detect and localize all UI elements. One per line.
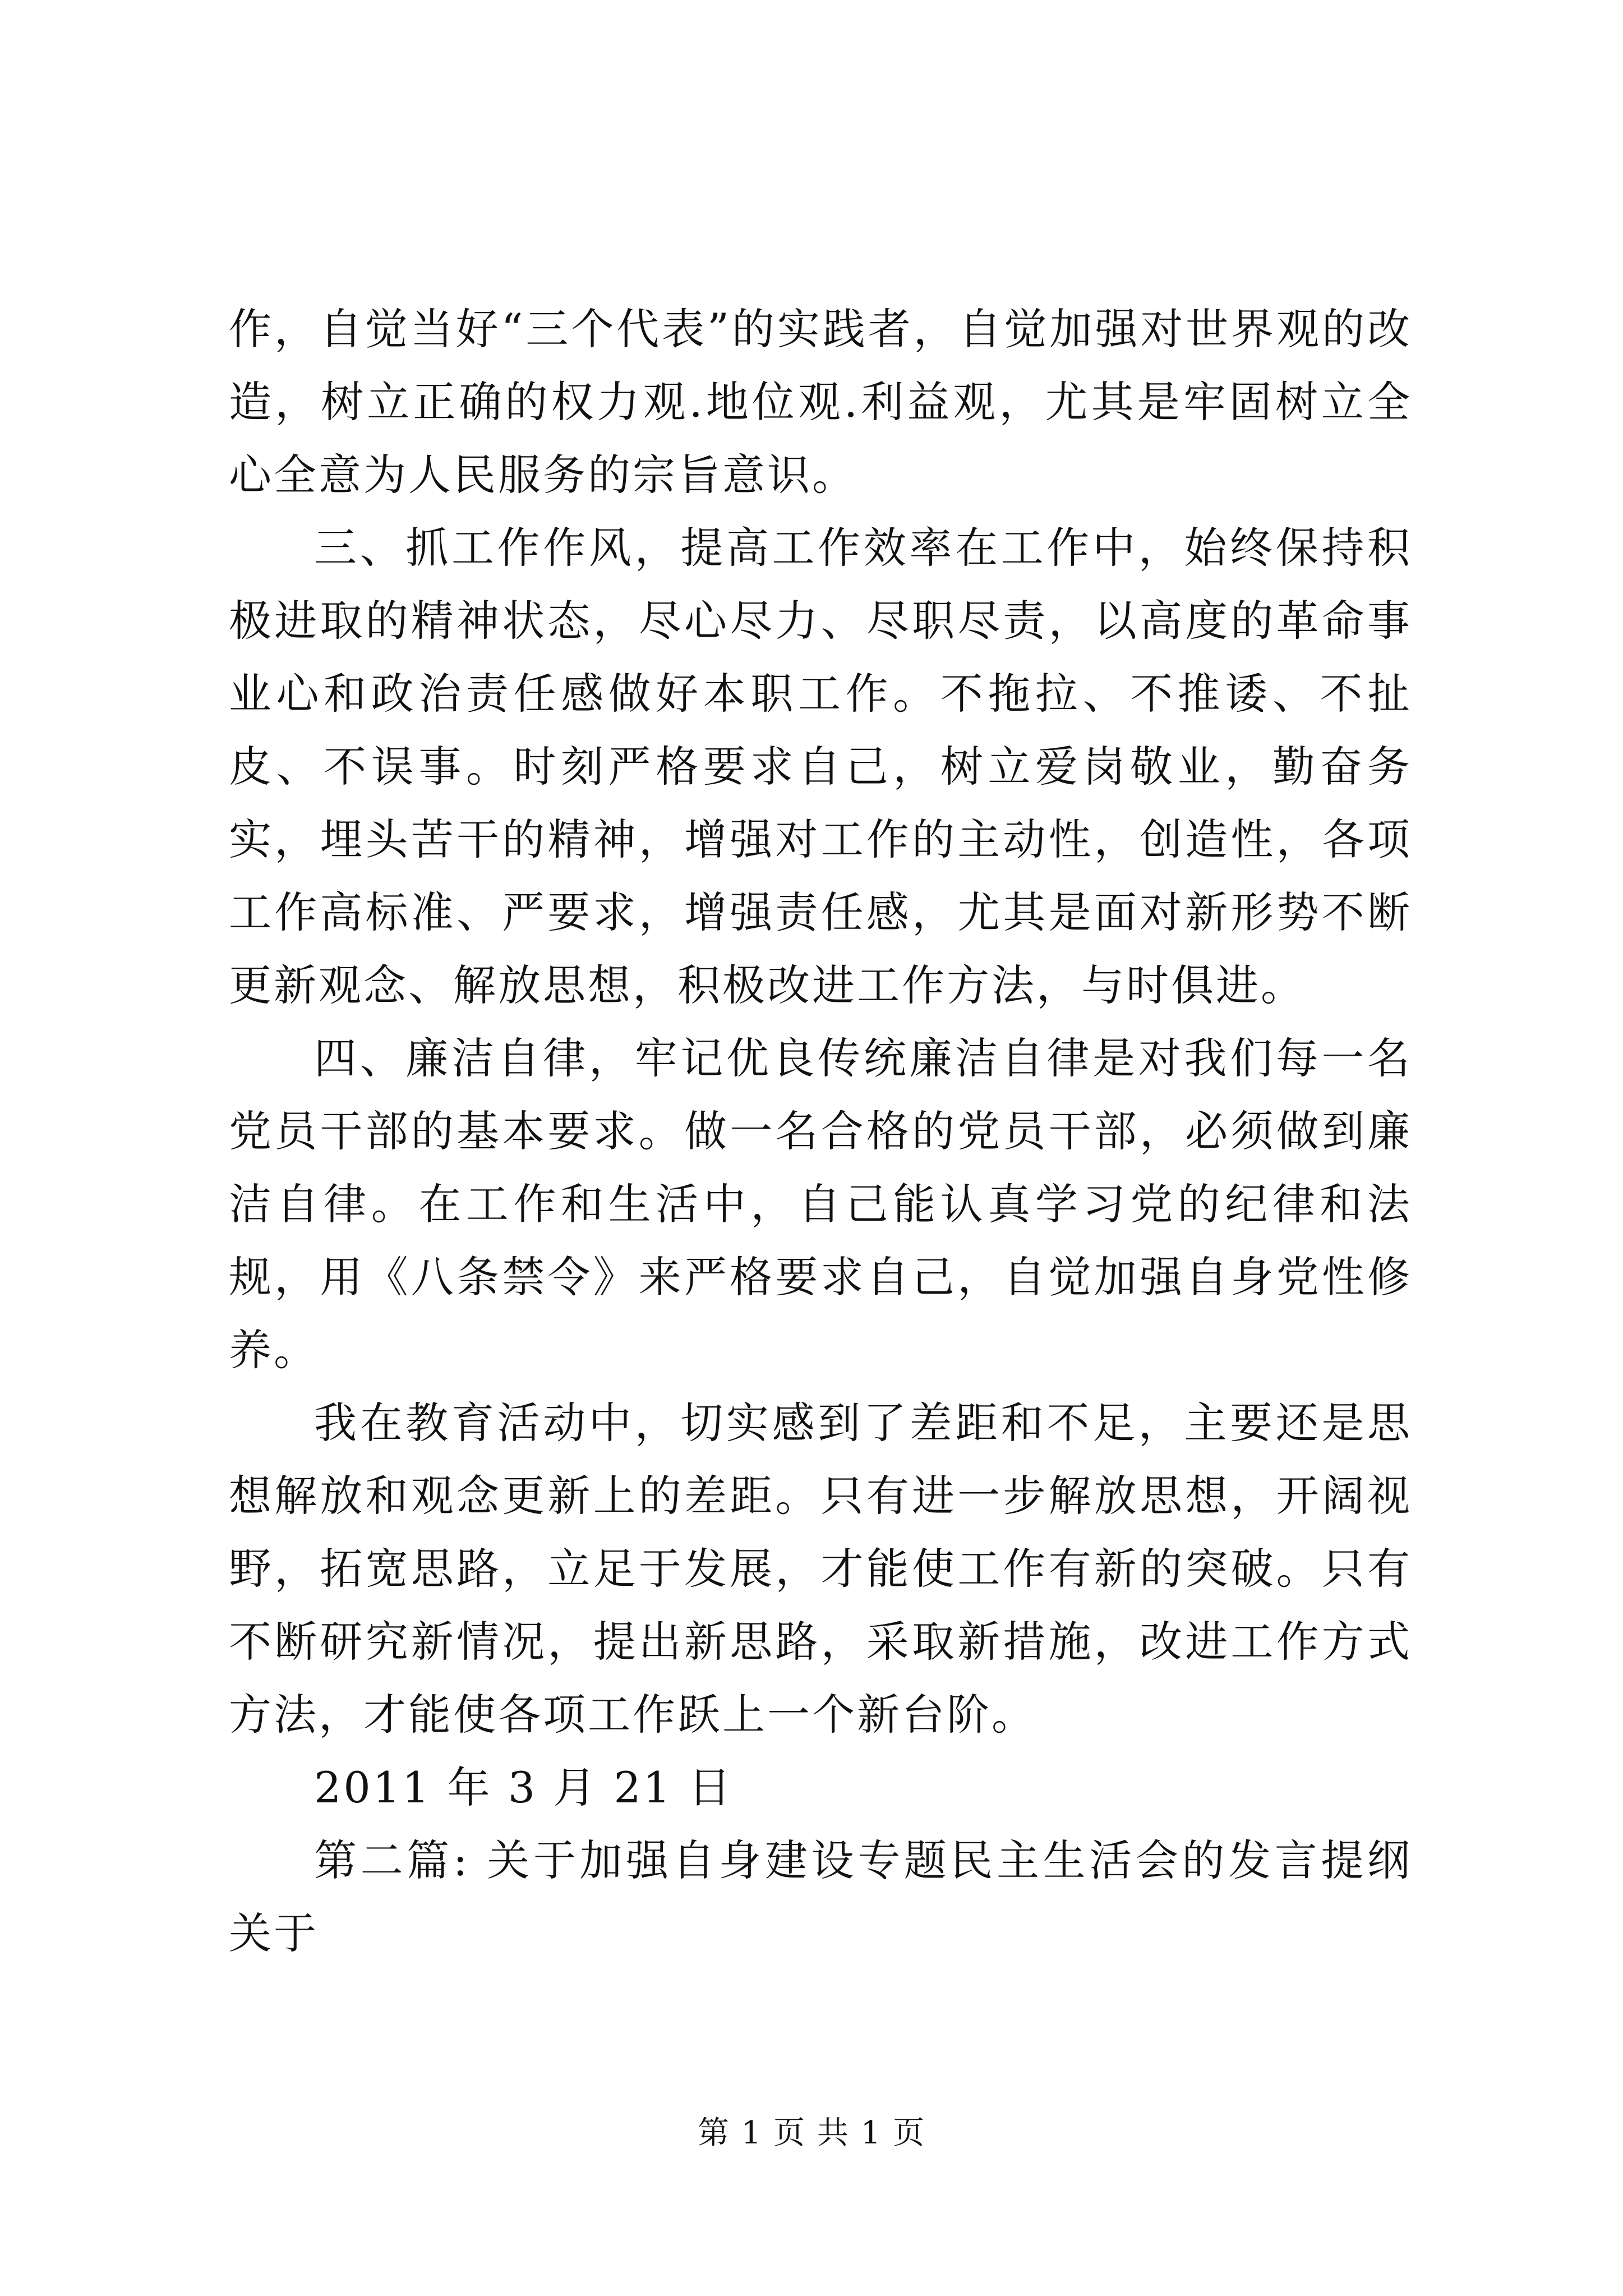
paragraph-date: 2011 年 3 月 21 日 xyxy=(314,1763,734,1812)
paragraph-conclusion: 我在教育活动中，切实感到了差距和不足，主要还是思想解放和观念更新上的差距。只有进一步解放思想，开阔视野，拓宽思路，立足于发展，才能使工作有新的突破。只有不断研究新情况，提出新思路，采取新措施，改进工作方式方法，才能使各项工作跃上一个新台阶。 xyxy=(229,1398,1412,1740)
document-body xyxy=(229,293,1412,1970)
paragraph-next-title: 第二篇: 关于加强自身建设专题民主生活会的发言提纲关于 xyxy=(229,1835,1412,1958)
paragraph-section-3: 三、抓工作作风，提高工作效率在工作中，始终保持积极进取的精神状态，尽心尽力、尽职尽责，以高度的革命事业心和政治责任感做好本职工作。不拖拉、不推诿、不扯皮、不误事。时刻严格要求自己，树立爱岗敬业，勤奋务实，埋头苦干的精神，增强对工作的主动性，创造性，各项工作高标准、严要求，增强责任感，尤其是面对新形势不断更新观念、解放思想，积极改进工作方法，与时俱进。 xyxy=(229,523,1412,1010)
paragraph-continuation: 作，自觉当好“三个代表”的实践者，自觉加强对世界观的改造，树立正确的权力观.地位观.利益观，尤其是牢固树立全心全意为人民服务的宗旨意识。 xyxy=(229,304,1412,500)
page-footer: 第 1 页 共 1 页 xyxy=(697,2115,926,2151)
paragraph-section-4: 四、廉洁自律，牢记优良传统廉洁自律是对我们每一名党员干部的基本要求。做一名合格的党员干部，必须做到廉洁自律。在工作和生活中，自己能认真学习党的纪律和法规，用《八条禁令》来严格要求自己，自觉加强自身党性修养。 xyxy=(229,1033,1412,1375)
